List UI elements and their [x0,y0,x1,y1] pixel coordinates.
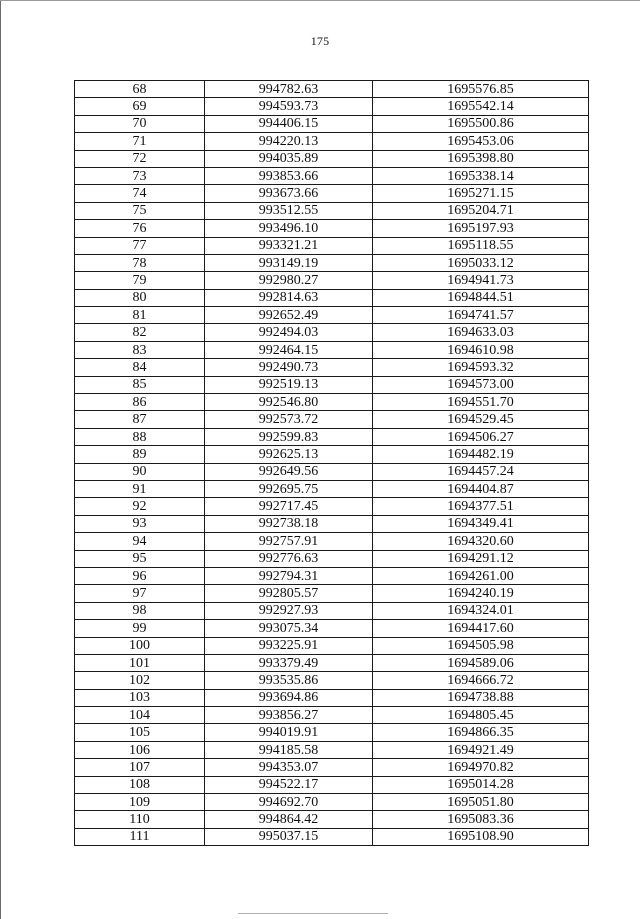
x-coordinate-cell: 994220.13 [205,133,373,150]
x-coordinate-cell: 992757.91 [205,533,373,550]
x-coordinate-cell: 994035.89 [205,150,373,167]
point-number-cell: 72 [75,150,205,167]
table-row [75,794,589,811]
coordinate-table-body [75,81,589,846]
x-coordinate-cell: 993673.66 [205,185,373,202]
point-number-cell: 76 [75,220,205,237]
x-coordinate-cell: 992573.72 [205,411,373,428]
x-coordinate-cell: 993379.49 [205,654,373,671]
x-coordinate-cell: 992980.27 [205,272,373,289]
y-coordinate-cell: 1694349.41 [373,515,589,532]
point-number-cell: 108 [75,776,205,793]
table-row [75,150,589,167]
point-number-cell: 79 [75,272,205,289]
table-row [75,307,589,324]
point-number-cell: 82 [75,324,205,341]
point-number-cell: 94 [75,533,205,550]
y-coordinate-cell: 1694738.88 [373,689,589,706]
y-coordinate-cell: 1694970.82 [373,759,589,776]
point-number-cell: 97 [75,585,205,602]
x-coordinate-cell: 992652.49 [205,307,373,324]
point-number-cell: 111 [75,828,205,845]
table-row [75,428,589,445]
y-coordinate-cell: 1694324.01 [373,602,589,619]
x-coordinate-cell: 994864.42 [205,811,373,828]
x-coordinate-cell: 994185.58 [205,741,373,758]
y-coordinate-cell: 1695083.36 [373,811,589,828]
table-row [75,272,589,289]
x-coordinate-cell: 992717.45 [205,498,373,515]
point-number-cell: 91 [75,480,205,497]
point-number-cell: 86 [75,394,205,411]
y-coordinate-cell: 1694320.60 [373,533,589,550]
y-coordinate-cell: 1695204.71 [373,202,589,219]
y-coordinate-cell: 1695542.14 [373,98,589,115]
y-coordinate-cell: 1694666.72 [373,672,589,689]
x-coordinate-cell: 992738.18 [205,515,373,532]
y-coordinate-cell: 1694529.45 [373,411,589,428]
y-coordinate-cell: 1694417.60 [373,620,589,637]
x-coordinate-cell: 992794.31 [205,567,373,584]
table-row [75,237,589,254]
point-number-cell: 89 [75,446,205,463]
x-coordinate-cell: 994692.70 [205,794,373,811]
table-row [75,220,589,237]
table-row [75,602,589,619]
y-coordinate-cell: 1694291.12 [373,550,589,567]
y-coordinate-cell: 1694482.19 [373,446,589,463]
x-coordinate-cell: 992695.75 [205,480,373,497]
y-coordinate-cell: 1694921.49 [373,741,589,758]
point-number-cell: 78 [75,254,205,271]
table-row [75,498,589,515]
point-number-cell: 71 [75,133,205,150]
y-coordinate-cell: 1694457.24 [373,463,589,480]
y-coordinate-cell: 1695500.86 [373,115,589,132]
table-row [75,463,589,480]
table-row [75,341,589,358]
x-coordinate-cell: 992625.13 [205,446,373,463]
point-number-cell: 96 [75,567,205,584]
table-row [75,411,589,428]
table-row [75,480,589,497]
table-row [75,654,589,671]
y-coordinate-cell: 1695271.15 [373,185,589,202]
y-coordinate-cell: 1694741.57 [373,307,589,324]
x-coordinate-cell: 992546.80 [205,394,373,411]
point-number-cell: 110 [75,811,205,828]
point-number-cell: 99 [75,620,205,637]
point-number-cell: 101 [75,654,205,671]
x-coordinate-cell: 992599.83 [205,428,373,445]
table-row [75,620,589,637]
y-coordinate-cell: 1695033.12 [373,254,589,271]
table-row [75,324,589,341]
x-coordinate-cell: 992814.63 [205,289,373,306]
y-coordinate-cell: 1694551.70 [373,394,589,411]
point-number-cell: 70 [75,115,205,132]
y-coordinate-cell: 1694506.27 [373,428,589,445]
y-coordinate-cell: 1694844.51 [373,289,589,306]
x-coordinate-cell: 993856.27 [205,707,373,724]
y-coordinate-cell: 1694505.98 [373,637,589,654]
x-coordinate-cell: 994406.15 [205,115,373,132]
point-number-cell: 107 [75,759,205,776]
point-number-cell: 73 [75,167,205,184]
table-row [75,167,589,184]
point-number-cell: 85 [75,376,205,393]
point-number-cell: 75 [75,202,205,219]
x-coordinate-cell: 994019.91 [205,724,373,741]
table-row [75,637,589,654]
y-coordinate-cell: 1695197.93 [373,220,589,237]
table-row [75,828,589,845]
point-number-cell: 77 [75,237,205,254]
point-number-cell: 83 [75,341,205,358]
table-row [75,741,589,758]
point-number-cell: 90 [75,463,205,480]
point-number-cell: 106 [75,741,205,758]
table-row [75,776,589,793]
point-number-cell: 103 [75,689,205,706]
y-coordinate-cell: 1694805.45 [373,707,589,724]
table-row [75,98,589,115]
y-coordinate-cell: 1694610.98 [373,341,589,358]
page-left-edge [0,0,1,919]
table-row [75,376,589,393]
x-coordinate-cell: 993149.19 [205,254,373,271]
x-coordinate-cell: 994353.07 [205,759,373,776]
point-number-cell: 100 [75,637,205,654]
point-number-cell: 87 [75,411,205,428]
point-number-cell: 105 [75,724,205,741]
table-row [75,724,589,741]
table-row [75,689,589,706]
page-number: 175 [310,34,330,48]
footer-scan-mark [238,913,388,914]
y-coordinate-cell: 1694633.03 [373,324,589,341]
table-row [75,585,589,602]
point-number-cell: 92 [75,498,205,515]
y-coordinate-cell: 1695453.06 [373,133,589,150]
y-coordinate-cell: 1694589.06 [373,654,589,671]
table-row [75,515,589,532]
table-row [75,759,589,776]
x-coordinate-cell: 993853.66 [205,167,373,184]
point-number-cell: 104 [75,707,205,724]
x-coordinate-cell: 993694.86 [205,689,373,706]
point-number-cell: 74 [75,185,205,202]
x-coordinate-cell: 993535.86 [205,672,373,689]
table-row [75,185,589,202]
point-number-cell: 68 [75,81,205,98]
point-number-cell: 102 [75,672,205,689]
table-row [75,359,589,376]
y-coordinate-cell: 1694593.32 [373,359,589,376]
x-coordinate-cell: 992649.56 [205,463,373,480]
point-number-cell: 88 [75,428,205,445]
x-coordinate-cell: 993512.55 [205,202,373,219]
y-coordinate-cell: 1695108.90 [373,828,589,845]
x-coordinate-cell: 994782.63 [205,81,373,98]
table-row [75,446,589,463]
y-coordinate-cell: 1694941.73 [373,272,589,289]
x-coordinate-cell: 992927.93 [205,602,373,619]
table-row [75,115,589,132]
point-number-cell: 93 [75,515,205,532]
point-number-cell: 98 [75,602,205,619]
point-number-cell: 109 [75,794,205,811]
x-coordinate-cell: 993321.21 [205,237,373,254]
x-coordinate-cell: 993075.34 [205,620,373,637]
point-number-cell: 69 [75,98,205,115]
point-number-cell: 81 [75,307,205,324]
y-coordinate-cell: 1694866.35 [373,724,589,741]
table-row [75,672,589,689]
y-coordinate-cell: 1695014.28 [373,776,589,793]
y-coordinate-cell: 1694261.00 [373,567,589,584]
table-row [75,394,589,411]
table-row [75,202,589,219]
x-coordinate-cell: 992494.03 [205,324,373,341]
y-coordinate-cell: 1695051.80 [373,794,589,811]
table-row [75,707,589,724]
table-row [75,567,589,584]
x-coordinate-cell: 992490.73 [205,359,373,376]
point-number-cell: 80 [75,289,205,306]
table-row [75,533,589,550]
point-number-cell: 84 [75,359,205,376]
x-coordinate-cell: 992805.57 [205,585,373,602]
x-coordinate-cell: 994593.73 [205,98,373,115]
table-row [75,133,589,150]
table-row [75,254,589,271]
table-row [75,81,589,98]
y-coordinate-cell: 1694404.87 [373,480,589,497]
x-coordinate-cell: 992464.15 [205,341,373,358]
table-row [75,550,589,567]
y-coordinate-cell: 1694573.00 [373,376,589,393]
x-coordinate-cell: 995037.15 [205,828,373,845]
x-coordinate-cell: 993496.10 [205,220,373,237]
x-coordinate-cell: 993225.91 [205,637,373,654]
y-coordinate-cell: 1694377.51 [373,498,589,515]
x-coordinate-cell: 994522.17 [205,776,373,793]
page-top-edge [0,0,640,1]
y-coordinate-cell: 1694240.19 [373,585,589,602]
point-number-cell: 95 [75,550,205,567]
x-coordinate-cell: 992519.13 [205,376,373,393]
y-coordinate-cell: 1695398.80 [373,150,589,167]
table-row [75,811,589,828]
table-row [75,289,589,306]
coordinate-table [74,80,589,846]
y-coordinate-cell: 1695338.14 [373,167,589,184]
y-coordinate-cell: 1695576.85 [373,81,589,98]
x-coordinate-cell: 992776.63 [205,550,373,567]
y-coordinate-cell: 1695118.55 [373,237,589,254]
